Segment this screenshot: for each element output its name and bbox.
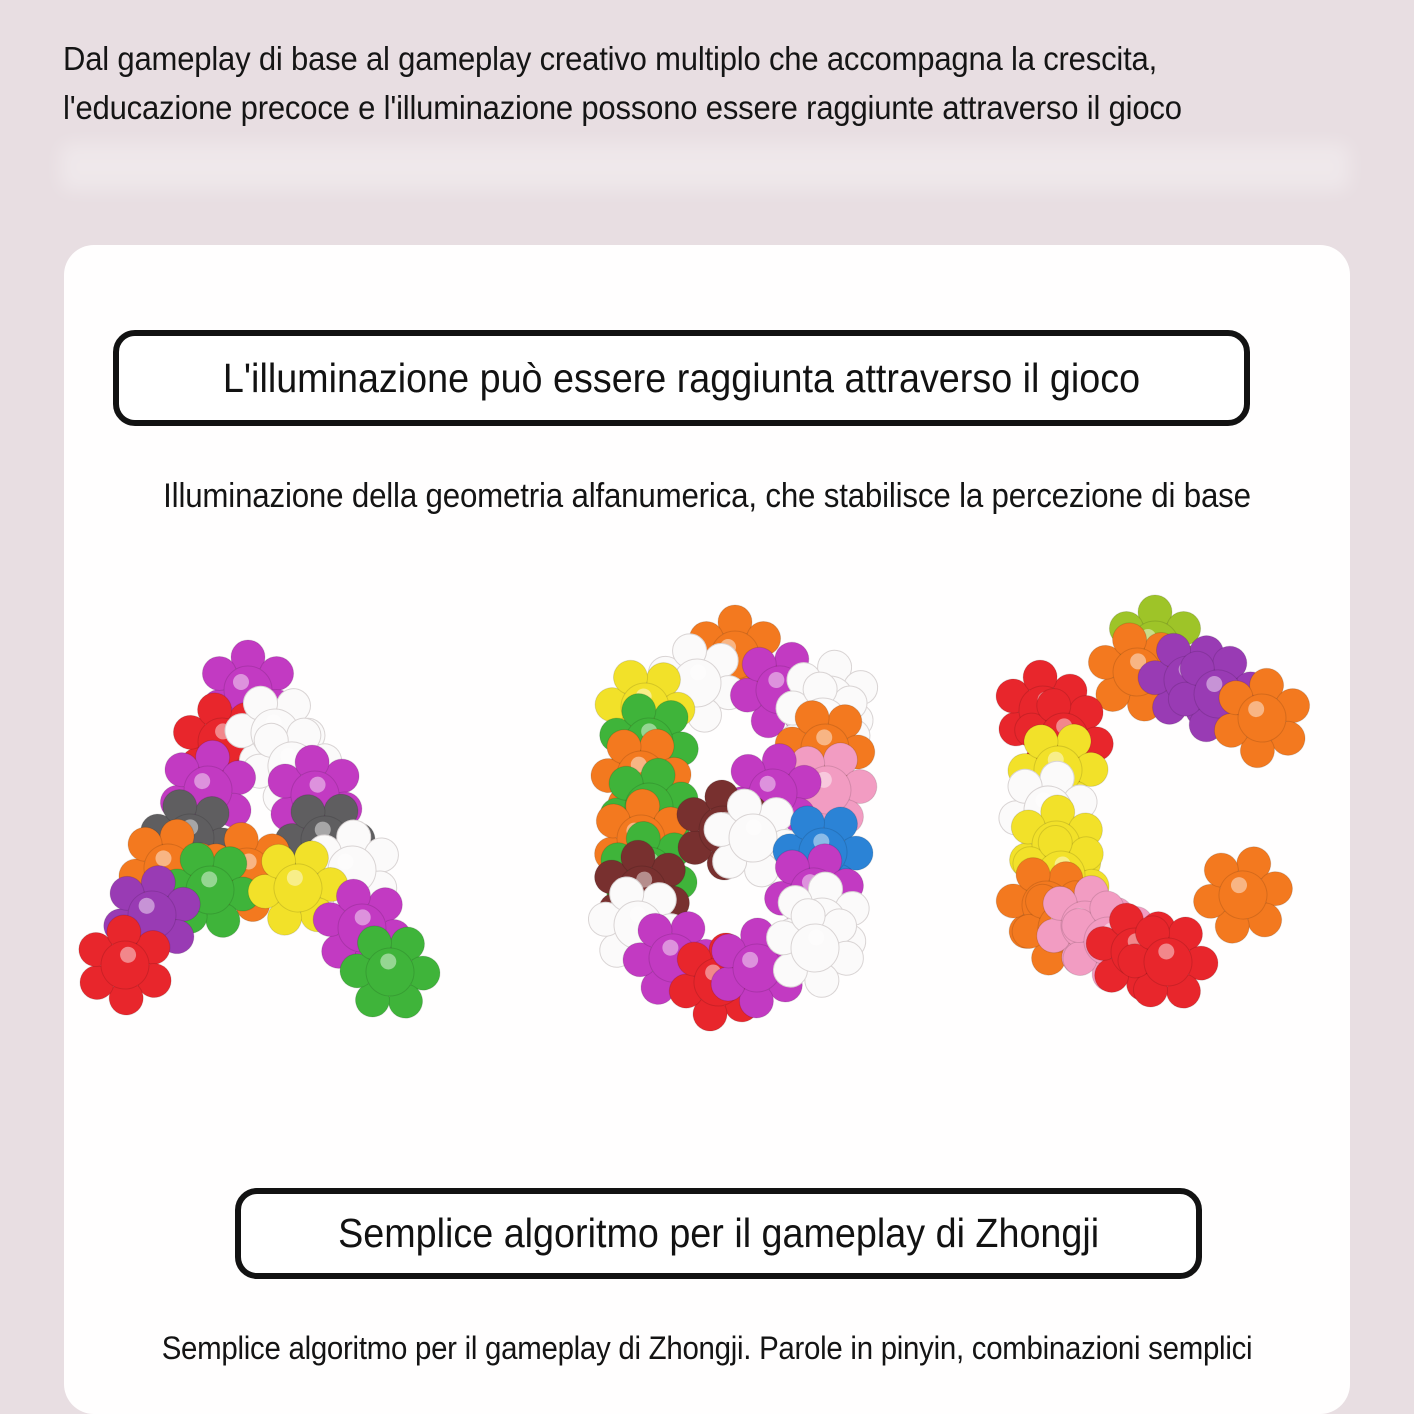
section2-title: Semplice algoritmo per il gameplay di Zhongji: [337, 1210, 1100, 1256]
flower-block: [571, 857, 705, 992]
flower-block: [232, 703, 353, 829]
flower-block: [758, 681, 891, 816]
flower-block: [711, 917, 804, 1019]
flower-block: [581, 804, 716, 938]
flower-block: [1067, 884, 1202, 1019]
flower-block: [778, 644, 882, 756]
flower-block: [1210, 662, 1314, 774]
section2-subtitle: Semplice algoritmo per il gameplay di Zhongji. Parole in pinyin, combinazioni semplici: [161, 1330, 1253, 1366]
flower-block: [1000, 864, 1124, 992]
flower-block: [236, 824, 360, 952]
flower-block: [747, 881, 882, 1016]
flower-block: [1184, 833, 1303, 957]
flower-block: [976, 644, 1110, 776]
section1-title: L'illuminazione può essere raggiunta attraverso il gioco: [222, 354, 1141, 401]
flower-block: [209, 666, 341, 800]
flower-block: [154, 675, 289, 810]
abc-letter-C: [976, 595, 1314, 1029]
flower-block: [629, 616, 764, 751]
flower-block: [979, 838, 1112, 973]
flower-block: [261, 774, 389, 906]
flower-block: [575, 823, 710, 956]
flower-block: [294, 860, 429, 995]
flower-block: [1158, 631, 1279, 757]
flower-block: [656, 765, 789, 895]
flower-block: [1041, 876, 1174, 1006]
flower-block: [64, 900, 192, 1030]
flower-block: [579, 640, 711, 774]
flower-block: [997, 669, 1132, 804]
flower-block: [758, 785, 888, 918]
flower-block: [685, 770, 820, 905]
flower-block: [756, 656, 890, 788]
abc-letter-B: [571, 605, 892, 1042]
flower-block: [755, 830, 874, 954]
section1-subtitle: Illuminazione della geometria alfanumerica, che stabilisce la percezione di base: [163, 477, 1251, 515]
flower-block: [577, 709, 705, 841]
flower-block: [110, 807, 225, 928]
flower-block: [156, 734, 260, 846]
flower-block: [1122, 613, 1254, 747]
flower-block: [202, 640, 293, 740]
flower-block: [765, 726, 889, 854]
intro-line-1: Dal gameplay di base al gameplay creativo multiplo che accompagna la crescita,: [63, 40, 1158, 77]
abc-letter-A: [64, 640, 455, 1039]
flower-block: [1069, 605, 1204, 740]
flower-block: [994, 704, 1122, 836]
content-card: [64, 245, 1350, 1414]
section1-title-box: [113, 330, 1250, 426]
section2-title-box: [235, 1188, 1202, 1279]
faded-text-remnant: [60, 143, 1350, 191]
flower-block: [720, 627, 841, 753]
flower-block: [143, 823, 276, 958]
intro-line-2: l'educazione precoce e l'illuminazione possono essere raggiunte attraverso il gioco: [63, 89, 1182, 126]
flower-block: [582, 674, 717, 809]
flower-block: [248, 729, 382, 861]
intro-text: [63, 34, 1182, 132]
flower-block: [593, 787, 689, 892]
flower-block: [1109, 595, 1200, 695]
flower-block: [1008, 793, 1104, 898]
flower-block: [304, 818, 400, 923]
flower-block: [325, 905, 455, 1038]
flower-block: [993, 808, 1128, 942]
flower-block: [1103, 895, 1233, 1028]
flower-block: [591, 746, 706, 867]
flower-block: [610, 893, 737, 1024]
flower-block: [179, 805, 314, 939]
flower-block: [98, 857, 207, 973]
flower-block: [689, 605, 780, 705]
flower-block: [719, 735, 828, 851]
flower-block: [1031, 867, 1140, 983]
flower-block: [990, 749, 1105, 870]
flower-block: [771, 868, 872, 977]
flower-block: [662, 922, 775, 1041]
flower-block: [123, 770, 258, 905]
